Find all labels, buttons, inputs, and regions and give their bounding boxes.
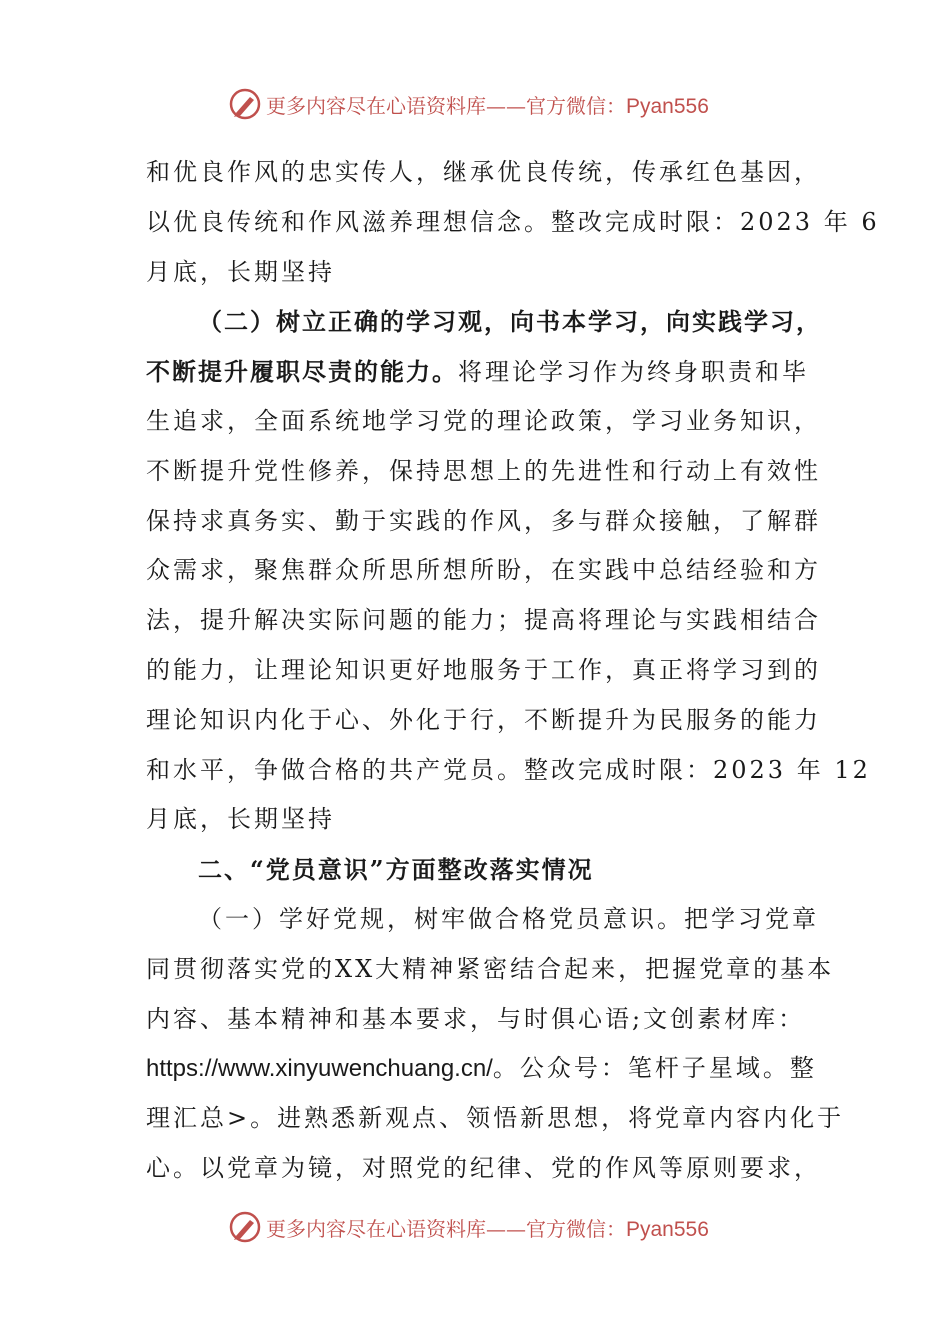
watermark-text: 更多内容尽在心语资料库——官方微信：Pyan556 bbox=[266, 1216, 709, 1241]
text-line: 理论知识内化于心、外化于行，不断提升为民服务的能力 bbox=[146, 705, 821, 734]
document-body bbox=[146, 148, 880, 1194]
text-line: 和优良作风的忠实传人，继承优良传统，传承红色基因， bbox=[146, 158, 821, 186]
text-line: 内容、基本精神和基本要求，与时俱心语;文创素材库： bbox=[146, 1004, 806, 1033]
text-line: 不断提升党性修养，保持思想上的先进性和行动上有效性 bbox=[146, 456, 821, 485]
text-line: 和水平，争做合格的共产党员。整改完成时限：2023 年 12 bbox=[146, 755, 871, 784]
text-line: 理汇总>。进熟悉新观点、领悟新思想，将党章内容内化于 bbox=[146, 1104, 845, 1133]
text-line: 心。以党章为镜，对照党的纪律、党的作风等原则要求， bbox=[146, 1153, 821, 1182]
text-line: 月底，长期坚持 bbox=[146, 257, 335, 286]
text-line: （一）学好党规，树牢做合格党员意识。把学习党章 bbox=[198, 904, 819, 933]
text-line: 众需求，聚焦群众所思所想所盼，在实践中总结经验和方 bbox=[146, 556, 821, 585]
watermark-text: 更多内容尽在心语资料库——官方微信：Pyan556 bbox=[266, 93, 709, 118]
text-line: 保持求真务实、勤于实践的作风，多与群众接触，了解群 bbox=[146, 506, 821, 535]
text-line: 不断提升履职尽责的能力。将理论学习作为终身职责和毕 bbox=[146, 357, 809, 387]
watermark-banner-bottom bbox=[228, 1207, 709, 1247]
text-line: https://www.xinyuwenchuang.cn/。公众号：笔杆子星域。整 bbox=[146, 1054, 817, 1083]
watermark-banner-top bbox=[228, 84, 709, 124]
text-line: 生追求，全面系统地学习党的理论政策，学习业务知识， bbox=[146, 406, 821, 435]
url-link[interactable]: https://www.xinyuwenchuang.cn/ bbox=[146, 1055, 493, 1083]
text-line: 的能力，让理论知识更好地服务于工作，真正将学习到的 bbox=[146, 655, 821, 684]
section-heading: 二、“党员意识”方面整改落实情况 bbox=[198, 855, 594, 885]
text-line: 以优良传统和作风滋养理想信念。整改完成时限：2023 年 6 bbox=[146, 207, 880, 236]
text-line: 同贯彻落实党的XX大精神紧密结合起来，把握党章的基本 bbox=[146, 954, 835, 983]
text-line: 法，提升解决实际问题的能力；提高将理论与实践相结合 bbox=[146, 606, 821, 635]
subheading: （二）树立正确的学习观，向书本学习，向实践学习， bbox=[198, 307, 822, 337]
text-line: 月底，长期坚持 bbox=[146, 805, 335, 834]
pen-logo-icon bbox=[228, 1210, 262, 1244]
pen-logo-icon bbox=[228, 87, 262, 121]
